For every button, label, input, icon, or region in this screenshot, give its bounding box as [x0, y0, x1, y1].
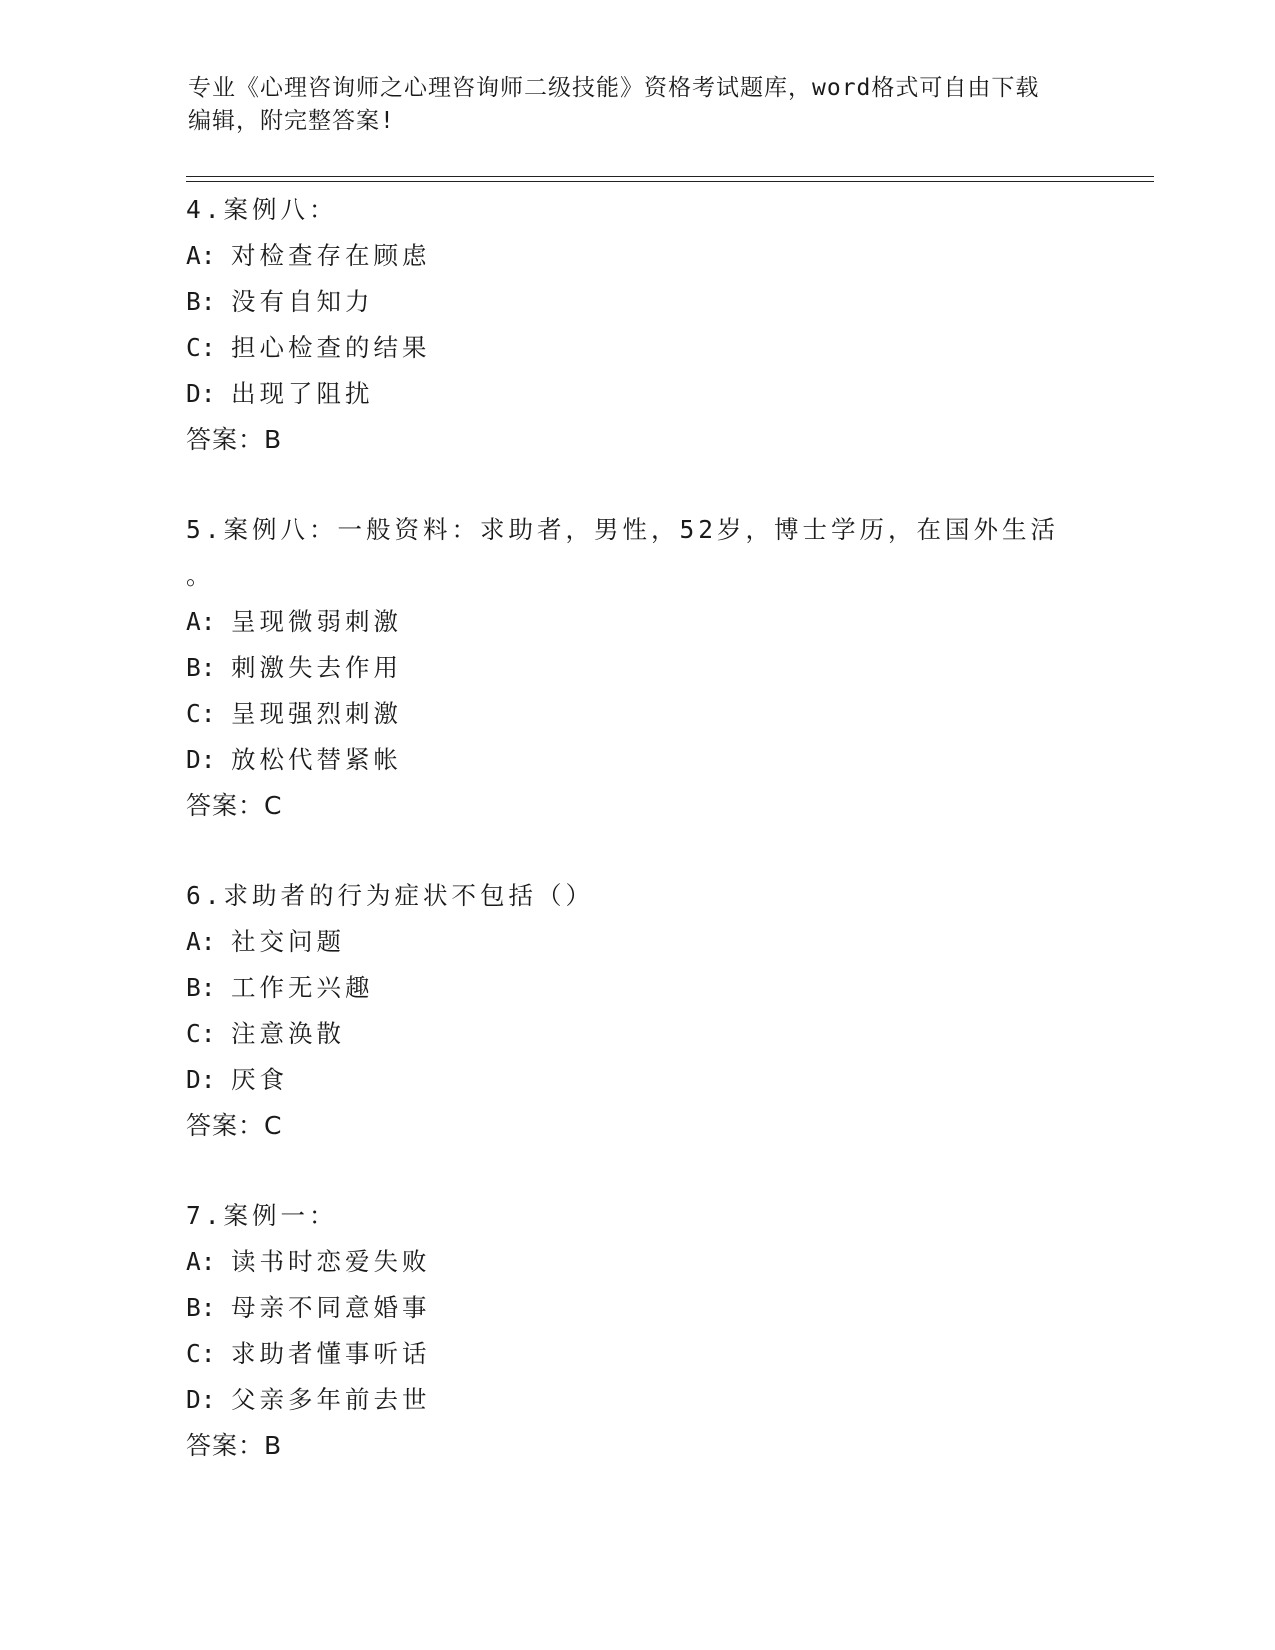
option-text: 父亲多年前去世 — [231, 1385, 431, 1414]
question-stem: 7.案例一： — [186, 1201, 338, 1230]
header-line-1: 专业《心理咨询师之心理咨询师二级技能》资格考试题库，word格式可自由下载 — [188, 75, 1040, 101]
option-letter: D: — [186, 1065, 216, 1094]
option-text: 读书时恋爱失败 — [231, 1247, 431, 1276]
header-divider-top — [186, 176, 1154, 177]
answer-line: 答案：B — [186, 1431, 283, 1460]
question-5 — [186, 507, 1086, 829]
option-letter: A: — [186, 927, 216, 956]
option-text: 呈现微弱刺激 — [231, 607, 402, 636]
option-text: 放松代替紧帐 — [231, 745, 402, 774]
option-a — [186, 1239, 1086, 1285]
option-letter: C: — [186, 699, 216, 728]
option-letter: B: — [186, 287, 216, 316]
option-b — [186, 965, 1086, 1011]
answer-line: 答案：C — [186, 1111, 283, 1140]
option-d — [186, 1057, 1086, 1103]
document-header — [188, 72, 1088, 138]
option-letter: D: — [186, 379, 216, 408]
option-a — [186, 919, 1086, 965]
option-text: 母亲不同意婚事 — [231, 1293, 431, 1322]
option-letter: A: — [186, 1247, 216, 1276]
option-letter: B: — [186, 973, 216, 1002]
option-letter: A: — [186, 241, 216, 270]
option-a — [186, 233, 1086, 279]
option-text: 厌食 — [231, 1065, 288, 1094]
option-d — [186, 737, 1086, 783]
option-letter: A: — [186, 607, 216, 636]
option-d — [186, 371, 1086, 417]
option-text: 担心检查的结果 — [231, 333, 431, 362]
header-divider-bottom — [186, 181, 1154, 182]
answer-line: 答案：B — [186, 425, 283, 454]
option-text: 刺激失去作用 — [231, 653, 402, 682]
question-7 — [186, 1193, 1086, 1469]
question-stem: 4.案例八： — [186, 195, 338, 224]
option-letter: C: — [186, 1019, 216, 1048]
option-c — [186, 691, 1086, 737]
option-letter: B: — [186, 1293, 216, 1322]
option-c — [186, 1331, 1086, 1377]
question-stem: 5.案例八：一般资料：求助者，男性，52岁，博士学历，在国外生活 — [186, 515, 1059, 544]
option-letter: C: — [186, 1339, 216, 1368]
option-text: 求助者懂事听话 — [231, 1339, 431, 1368]
option-b — [186, 645, 1086, 691]
option-letter: B: — [186, 653, 216, 682]
question-stem-continuation: 。 — [186, 561, 215, 590]
option-text: 社交问题 — [231, 927, 345, 956]
option-text: 出现了阻扰 — [231, 379, 374, 408]
question-4 — [186, 187, 1086, 463]
option-d — [186, 1377, 1086, 1423]
option-text: 注意涣散 — [231, 1019, 345, 1048]
option-c — [186, 1011, 1086, 1057]
question-6 — [186, 873, 1086, 1149]
option-text: 没有自知力 — [231, 287, 374, 316]
option-text: 对检查存在顾虑 — [231, 241, 431, 270]
option-b — [186, 1285, 1086, 1331]
option-letter: D: — [186, 745, 216, 774]
option-text: 呈现强烈刺激 — [231, 699, 402, 728]
option-a — [186, 599, 1086, 645]
option-letter: D: — [186, 1385, 216, 1414]
option-letter: C: — [186, 333, 216, 362]
option-text: 工作无兴趣 — [231, 973, 374, 1002]
option-b — [186, 279, 1086, 325]
question-list — [186, 187, 1086, 1513]
header-line-2: 编辑，附完整答案! — [188, 108, 395, 134]
question-stem: 6.求助者的行为症状不包括（） — [186, 881, 594, 910]
option-c — [186, 325, 1086, 371]
answer-line: 答案：C — [186, 791, 283, 820]
